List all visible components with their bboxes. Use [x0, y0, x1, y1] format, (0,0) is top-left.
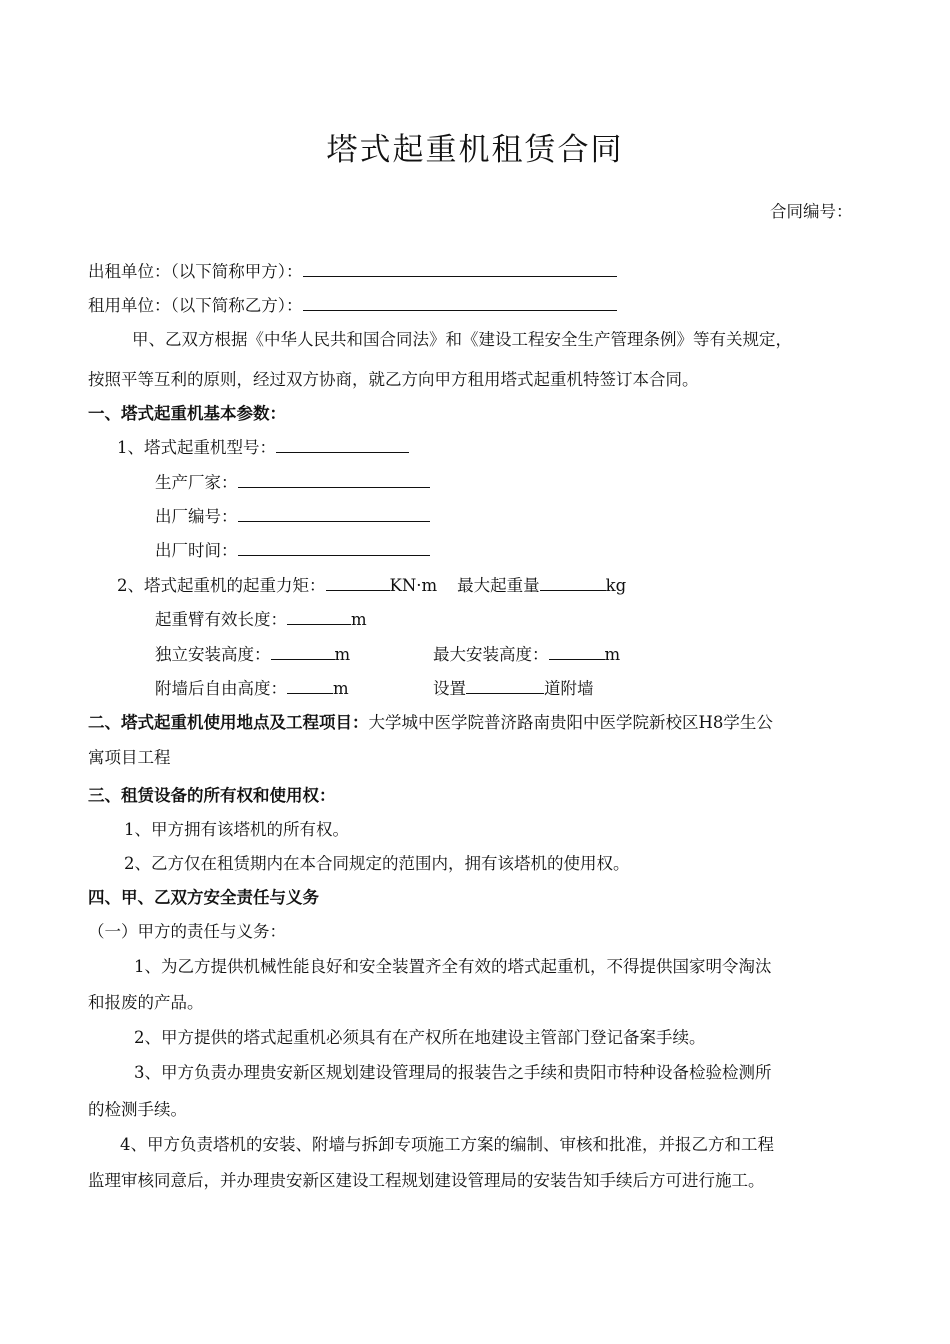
- party-a-duty-2: 2、甲方提供的塔式起重机必须具有在产权所在地建设主管部门登记备案手续。: [134, 1028, 706, 1047]
- boom-line: [155, 609, 367, 631]
- factory-date-label: 出厂时间：: [155, 541, 238, 560]
- section3-item-2: 2、乙方仅在租赁期内在本合同规定的范围内，拥有该塔机的使用权。: [124, 854, 630, 873]
- section2-heading: 二、塔式起重机使用地点及工程项目：: [88, 713, 369, 732]
- tie-height-blank[interactable]: [287, 678, 333, 694]
- max-load-label: 最大起重量: [457, 576, 540, 595]
- model-label: 1、塔式起重机型号：: [117, 438, 276, 457]
- party-a-duty-1-line-1: 1、为乙方提供机械性能良好和安全装置齐全有效的塔式起重机，不得提供国家明令淘汰: [134, 957, 772, 976]
- party-a-duty-4-line-2: 监理审核同意后，并办理贵安新区建设工程规划建设管理局的安装告知手续后方可进行施工。: [88, 1171, 765, 1190]
- boom-label: 起重臂有效长度：: [155, 610, 287, 629]
- model-blank[interactable]: [276, 437, 409, 453]
- tie-height-label: 附墙后自由高度：: [155, 679, 287, 698]
- model-line: [117, 437, 409, 459]
- tie-height-line: [155, 678, 349, 700]
- intro-line-2: 按照平等互利的原则，经过双方协商，就乙方向甲方租用塔式起重机特签订本合同。: [88, 370, 699, 389]
- intro-line-1: 甲、乙双方根据《中华人民共和国合同法》和《建设工程安全生产管理条例》等有关规定，: [132, 330, 792, 349]
- party-a-duty-3-line-1: 3、甲方负责办理贵安新区规划建设管理局的报装告之手续和贵阳市特种设备检验检测所: [134, 1063, 772, 1082]
- section2-line-2: 寓项目工程: [88, 748, 171, 767]
- tie-set-line: [433, 678, 594, 700]
- boom-blank[interactable]: [287, 609, 351, 625]
- lessor-label: 出租单位：（以下简称甲方）：: [88, 262, 303, 281]
- moment-label: 2、塔式起重机的起重力矩：: [117, 576, 326, 595]
- section4-heading: 四、甲、乙双方安全责任与义务: [88, 888, 319, 907]
- lessee-label: 租用单位：（以下简称乙方）：: [88, 296, 303, 315]
- section3-heading: 三、租赁设备的所有权和使用权：: [88, 786, 336, 805]
- lessee-line: [88, 295, 617, 317]
- free-height-unit: m: [334, 645, 351, 664]
- max-load-unit: kg: [605, 576, 627, 595]
- manufacturer-line: [155, 472, 430, 494]
- tie-set-blank[interactable]: [466, 678, 544, 694]
- moment-unit: KN·m: [389, 576, 438, 595]
- lessor-line: [88, 261, 617, 283]
- factory-date-blank[interactable]: [238, 540, 430, 556]
- party-a-duty-1-line-2: 和报废的产品。: [88, 993, 204, 1012]
- moment-line: [117, 575, 626, 597]
- manufacturer-blank[interactable]: [238, 472, 430, 488]
- party-a-duty-4-line-1: 4、甲方负责塔机的安装、附墙与拆卸专项施工方案的编制、审核和批准，并报乙方和工程: [120, 1135, 774, 1154]
- factory-number-blank[interactable]: [238, 506, 430, 522]
- max-height-unit: m: [604, 645, 621, 664]
- section4-sub1: （一）甲方的责任与义务：: [88, 922, 286, 941]
- party-a-duty-3-line-2: 的检测手续。: [88, 1100, 187, 1119]
- factory-number-label: 出厂编号：: [155, 507, 238, 526]
- max-height-label: 最大安装高度：: [433, 645, 549, 664]
- section1-heading: 一、塔式起重机基本参数：: [88, 404, 286, 423]
- factory-number-line: [155, 506, 430, 528]
- section2-text: 大学城中医学院普济路南贵阳中医学院新校区H8学生公: [368, 713, 773, 732]
- max-height-blank[interactable]: [549, 644, 605, 660]
- tie-set-suffix: 道附墙: [544, 679, 594, 698]
- max-height-line: [433, 644, 620, 666]
- free-height-blank[interactable]: [271, 644, 335, 660]
- contract-number-label: 合同编号：: [770, 202, 853, 221]
- manufacturer-label: 生产厂家：: [155, 473, 238, 492]
- lessee-blank[interactable]: [303, 295, 617, 311]
- tie-set-label: 设置: [433, 679, 466, 698]
- tie-height-unit: m: [333, 679, 349, 698]
- max-load-blank[interactable]: [540, 575, 606, 591]
- section2-line-1: [88, 712, 773, 734]
- document-title: 塔式起重机租赁合同: [326, 132, 624, 168]
- moment-blank[interactable]: [326, 575, 390, 591]
- lessor-blank[interactable]: [303, 261, 617, 277]
- factory-date-line: [155, 540, 430, 562]
- section3-item-1: 1、甲方拥有该塔机的所有权。: [124, 820, 349, 839]
- free-height-line: [155, 644, 350, 666]
- boom-unit: m: [351, 610, 367, 629]
- free-height-label: 独立安装高度：: [155, 645, 271, 664]
